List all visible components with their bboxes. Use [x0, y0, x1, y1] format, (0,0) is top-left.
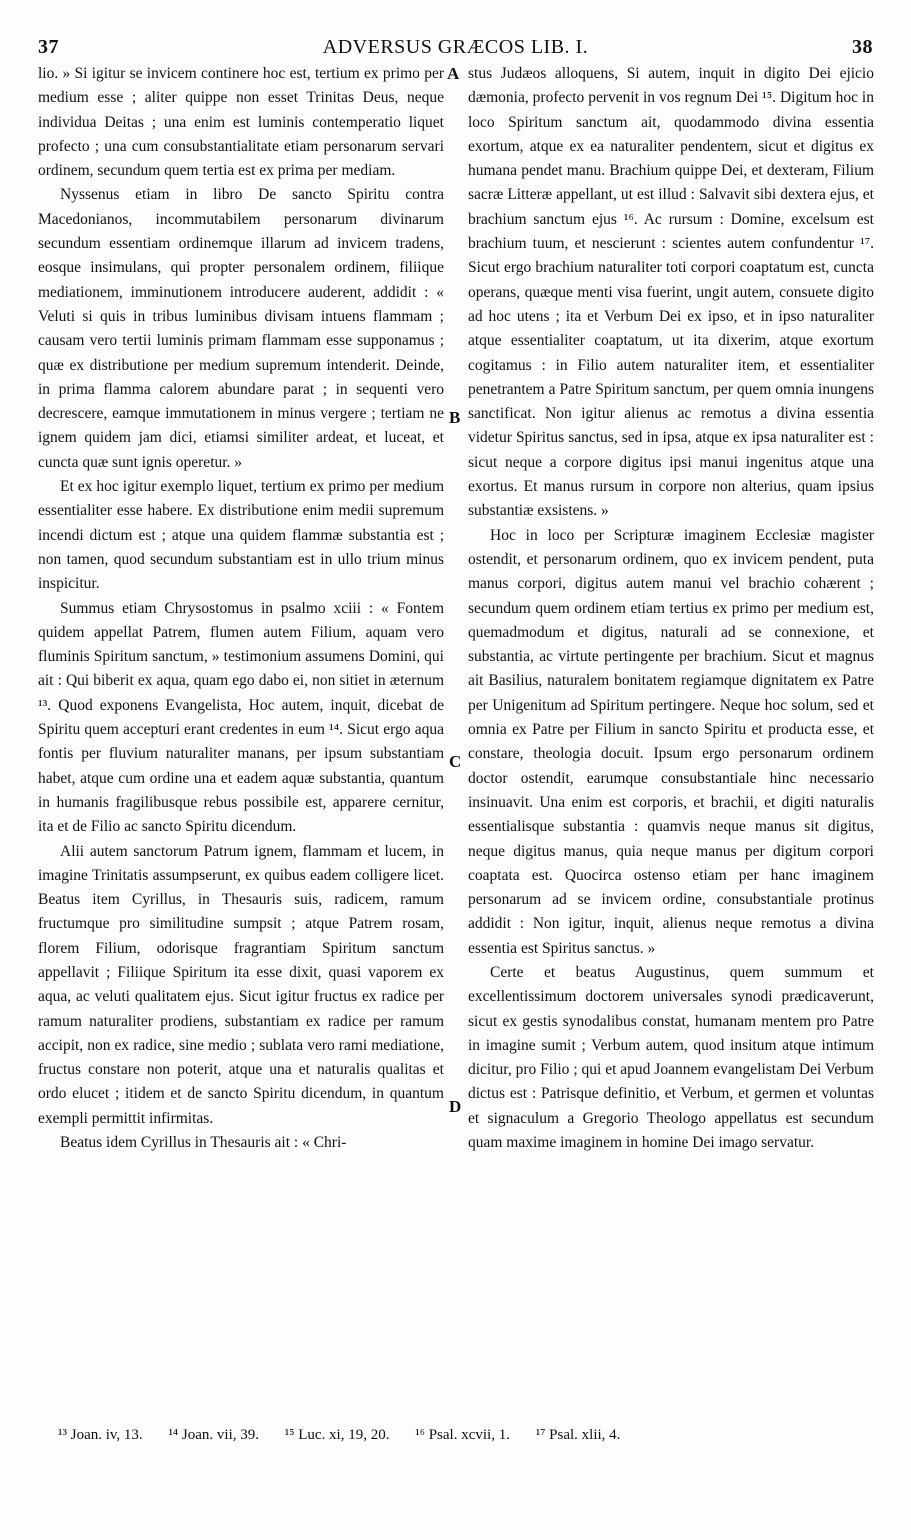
running-header — [38, 36, 873, 62]
footnote: ¹⁶ Psal. xcvii, 1. — [415, 1427, 510, 1443]
running-title: ADVERSUS GRÆCOS LIB. I. — [322, 36, 589, 58]
footnote: ¹⁵ Luc. xi, 19, 20. — [284, 1427, 390, 1443]
paragraph: Alii autem sanctorum Patrum ignem, flammam et lucem, in imagine Trinitatis assumpserunt, ex quibus eadem colligere licet. Beatus item Cyrillus, in Thesauris suis, radicem, ramum fructumque pro similitudine sumpsit ; atque Patrem rosam, florem Filium, odorisque fragrantiam Spiritum sanctum appellavit ; Filiique Spiritum ita esse dixit, quasi vaporem ex aqua, ac veluti qualitatem ejus. Sicut igitur fructus ex radice per ramum naturaliter prodiens, substantiam ex radice per ramum accipit, non ex radice, sine medio ; sublata vero rami mediatione, fructus constare non poterit, atque una et naturalis qualitas et ordo elucet ; itidem et de sancto Spiritu dicendum, in quantum exempli permittit infirmitas. — [38, 842, 444, 1127]
section-marker-a: A — [447, 64, 460, 83]
paragraph: Et ex hoc igitur exemplo liquet, tertium ex primo per medium essentialiter esse habere. Ex distributione enim medii supremum incendi dictum est ; atque una quidem flammæ substantia est ; non tamen, quod secundum substantiam est in ullo trium minus inspicitur. — [38, 478, 444, 593]
paragraph: stus Judæos alloquens, Si autem, inquit in digito Dei ejicio dæmonia, profecto pervenit in vos regnum Dei ¹⁵. Digitum hoc in loco Spiritum sanctum ait, quodammodo divina essentia exortum, atque ex ea naturaliter pendentem, sicut et digitus ex humana pendet manu. Brachium quippe Dei, et dexteram, Filium sacræ Litteræ appellant, ut est illud : Salvavit sibi dextera ejus, et brachium sanctum ejus ¹⁶. Ac rursum : Domine, excelsum est brachium tuum, et nescierunt : scientes autem confundentur ¹⁷. Sicut ergo brachium naturaliter toti corpori coaptatum est, cuncta operans, quæque menti visa fuerint, ungit autem, consuete digito ad hoc utens ; ita et Verbum Dei ex ipso, et in ipso naturaliter atque essentialiter coaptatum, ut ita dixerim, atque exortum cogitamus : in Filio autem naturaliter item, et essentialiter penetrantem a Patre Spiritum sanctum, per quem omnia inungens sanctificat. Non igitur alienus ac remotus a divina essentia videtur Spiritus sanctus, sed in ipsa, atque ex ipsa naturaliter est : sicut neque a corpore digitus ipsi manui ingenitus atque una exortus. Et manus rursum in corpore non alterius, quam ipsius substantiæ exsistens. » — [468, 65, 874, 520]
left-column — [38, 62, 444, 1155]
paragraph: Summus etiam Chrysostomus in psalmo xciii : « Fontem quidem appellat Patrem, flumen autem Filium, aquam vero fluminis Spiritum sanctum, » testimonium assumens Domini, qui ait : Qui biberit ex aqua, quam ego dabo ei, non sitiet in æternum ¹³. Quod exponens Evangelista, Hoc autem, inquit, dicebat de Spiritu quem accepturi erant credentes in eum ¹⁴. Sicut ergo aqua fontis per fluvium naturaliter manans, per ipsum substantiam habet, atque cum ordine una et eadem aquæ substantia, quantum in humanis fragilibusque rebus possibile est, apparere cernitur, ita et de Filio ac sancto Spiritu dicendum. — [38, 599, 444, 836]
section-marker-d: D — [449, 1097, 462, 1116]
section-marker-c: C — [449, 752, 462, 771]
right-column — [468, 62, 874, 1155]
paragraph: lio. » Si igitur se invicem continere hoc est, tertium ex primo per medium esse ; aliter quippe non esset Trinitas Deus, neque individua Deitas ; una enim est luminis contemperatio liquet profecto ; una cum consubstantialitate etiam personarum servari ordinem, secundum quem tertia est ex prima per mediam. — [38, 65, 444, 180]
page-number-right: 38 — [852, 36, 873, 58]
paragraph: Beatus idem Cyrillus in Thesauris ait : « Chri- — [60, 1134, 347, 1152]
footnotes — [58, 1427, 858, 1444]
footnote: ¹⁷ Psal. xlii, 4. — [535, 1427, 621, 1443]
section-marker-b: B — [449, 408, 461, 427]
paragraph: Hoc in loco per Scripturæ imaginem Ecclesiæ magister ostendit, et personarum ordinem, quo ex invicem pendent, puta manus corpori, digitus autem manui vel brachio cohærent ; secundum quem ordinem etiam tertius ex primo per medium est, quemadmodum et digitus, naturali ad se connexione, et substantia, ac virtute pertingente per brachium. Sicut et magnus ait Basilius, naturalem bonitatem regiamque dignitatem ex Patre per Unigenitum ad Spiritum pertingere. Neque hoc solum, sed et omnia ex Patre per Filium in sancto Spiritu et producta esse, et constare, theologia docuit. Ipsum ergo personarum ordinem doctor ostendit, earumque consubstantiale hinc necessario insinuavit. Una enim est corporis, et brachii, et digiti naturalis essentialisque substantia : quamvis neque manus sit digitus, neque digitus manus, quia neque manus per digitum corpori coaptata est. Quocirca ostenso etiam per hanc imaginem personarum ad se invicem ordine, consubstantiale protinus addidit : Non igitur, inquit, alienus neque remotus a divina essentia est Spiritus sanctus. » — [468, 526, 874, 957]
footnote: ¹⁴ Joan. vii, 39. — [168, 1427, 259, 1443]
footnote: ¹³ Joan. iv, 13. — [58, 1427, 143, 1443]
paragraph: Nyssenus etiam in libro De sancto Spiritu contra Macedonianos, incommutabilem personarum divinarum secundum essentiam ordinemque illarum ad invicem tradens, eosque insimulans, qui propter personalem ordinem, filiique mediationem, imminutionem introducere auderent, addidit : « Veluti si quis in tribus luminibus divisam intuens flammam ; causam vero tertii luminis primam flammam esse supponamus ; quæ ex distributione per medium supremum intenderit. Deinde, in prima flamma calorem abundare parat ; in sequenti vero decrescere, eamque immutationem in minus vergere ; tertiam ne ignem quidem jam dici, etiamsi similiter ardeat, et luceat, et cuncta quæ sunt ignis operetur. » — [38, 186, 444, 471]
paragraph: Certe et beatus Augustinus, quem summum et excellentissimum doctorem universales synodi prædicaverunt, sicut ex gestis synodalibus constat, humanam mentem pro Patre in imagine sumit ; Verbum autem, quod insitum atque intimum dicitur, pro Filio ; qui et apud Joannem evangelistam Dei Verbum dictus est : Patrisque definitio, et Verbum, et germen et voluntas et signaculum a Gregorio Theologo appellatus est secundum quam maxime imaginem in homine Dei imago servatur. — [468, 963, 874, 1152]
page-number-left: 37 — [38, 36, 59, 58]
